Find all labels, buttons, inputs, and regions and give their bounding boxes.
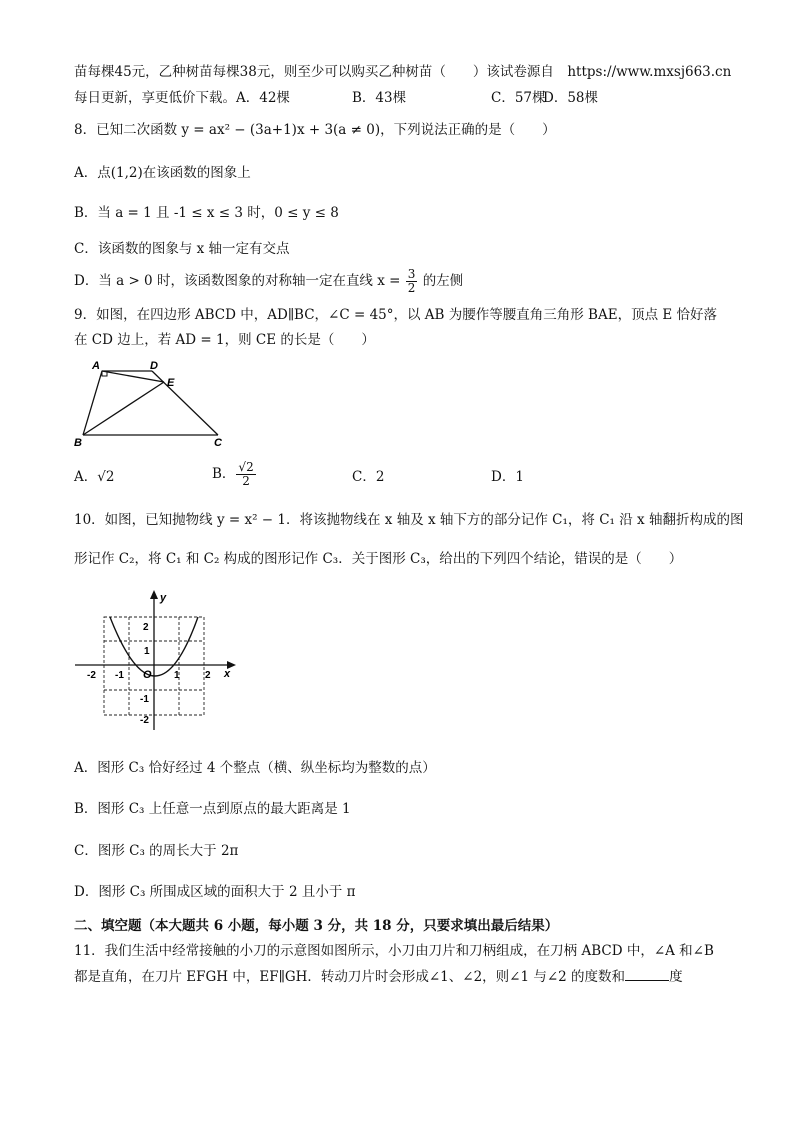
q7-line1: 苗每棵45元，乙种树苗每棵38元，则至少可以购买乙种树苗（ ）该试卷源自 https://www.mxsj663.cn [74,64,732,80]
q11-answer-blank[interactable] [625,967,669,981]
q8-fraction [406,268,418,295]
q8-option-d-post: 的左侧 [422,273,464,289]
q8-option-a: A．点(1,2)在该函数的图象上 [74,165,251,181]
q9-label-c: C [214,437,222,449]
q8-option-d [74,268,463,295]
q10-ytick-1: 1 [144,646,150,657]
q9-label-d: D [150,360,158,372]
q11-line2-pre: 都是直角，在刀片 EFGH 中，EF∥GH．转动刀片时会形成∠1、∠2，则∠1 与∠2 的度数和 [74,969,626,985]
q10-x-label: x [224,668,231,680]
q11-line2-post: 度 [669,969,683,985]
q9-option-b-num: √2 [238,460,254,474]
q10-xtick-2: 2 [205,670,211,681]
q10-option-d: D．图形 C₃ 所围成区域的面积大于 2 且小于 π [74,884,356,900]
q10-ytick-neg2: -2 [140,715,149,726]
q10-xtick-neg1: -1 [115,670,124,681]
q11-line1: 11．我们生活中经常接触的小刀的示意图如图所示，小刀由刀片和刀柄组成，在刀柄 ABCD 中，∠A 和∠B [74,943,714,959]
q7-option-a: A．42棵 [236,90,290,106]
q7-option-b: B．43棵 [352,90,407,106]
q9-segment-be [83,382,164,435]
q7-option-d: D．58棵 [543,90,599,106]
q10-y-label: y [160,592,167,604]
q9-option-b [212,461,257,488]
q8-fraction-den: 2 [407,281,416,295]
q9-line1: 9．如图，在四边形 ABCD 中，AD∥BC，∠C = 45°，以 AB 为腰作等腰直角三角形 BAE，顶点 E 恰好落 [74,307,718,323]
q11-line2 [74,967,683,986]
q8-fraction-num: 3 [407,267,416,281]
q9-line2: 在 CD 边上，若 AD = 1，则 CE 的长是（ ） [74,332,375,348]
q9-option-a: A．√2 [74,469,115,485]
q8-option-d-pre: D．当 a > 0 时，该函数图象的对称轴一定在直线 x = [74,273,401,289]
q7-line2 [74,89,290,107]
q9-label-a: A [92,360,100,372]
q10-y-arrow [150,590,158,599]
q8-option-b: B．当 a = 1 且 -1 ≤ x ≤ 3 时，0 ≤ y ≤ 8 [74,205,339,221]
q7-line2-prefix: 每日更新，享更低价下载。 [74,90,236,106]
q10-option-c: C．图形 C₃ 的周长大于 2π [74,843,239,859]
q9-option-b-fraction [236,461,255,488]
q9-figure [72,358,232,450]
q10-graph [70,585,240,735]
q10-option-a: A．图形 C₃ 恰好经过 4 个整点（横、纵坐标均为整数的点） [74,760,436,776]
q9-segment-ab [83,371,102,435]
q9-segment-ae [102,371,164,382]
q9-option-b-pre: B． [212,466,236,482]
q9-option-c: C．2 [352,469,385,485]
q8-stem: 8．已知二次函数 y = ax² − (3a+1)x + 3(a ≠ 0)，下列说法正确的是（ ） [74,122,556,138]
q10-origin-label: O [143,669,152,681]
q10-xtick-1: 1 [174,670,180,681]
q9-option-d: D．1 [491,469,524,485]
q10-line1: 10．如图，已知抛物线 y = x² − 1．将该抛物线在 x 轴及 x 轴下方的部分记作 C₁，将 C₁ 沿 x 轴翻折构成的图 [74,512,744,528]
q10-option-b: B．图形 C₃ 上任意一点到原点的最大距离是 1 [74,801,351,817]
q10-ytick-neg1: -1 [140,694,149,705]
q9-label-b: B [74,437,82,449]
q10-line2: 形记作 C₂，将 C₁ 和 C₂ 构成的图形记作 C₃．关于图形 C₃，给出的下列四个结论，错误的是（ ） [74,551,683,567]
q9-segment-dc [152,371,218,435]
q7-option-c: C．57棵 [491,90,546,106]
q10-ytick-2: 2 [143,622,149,633]
section2-title: 二、填空题（本大题共 6 小题，每小题 3 分，共 18 分，只要求填出最后结果） [74,918,559,934]
q9-label-e: E [167,377,175,389]
q10-xtick-neg2: -2 [87,670,96,681]
q8-option-c: C．该函数的图象与 x 轴一定有交点 [74,241,290,257]
q9-option-b-den: 2 [242,474,250,488]
